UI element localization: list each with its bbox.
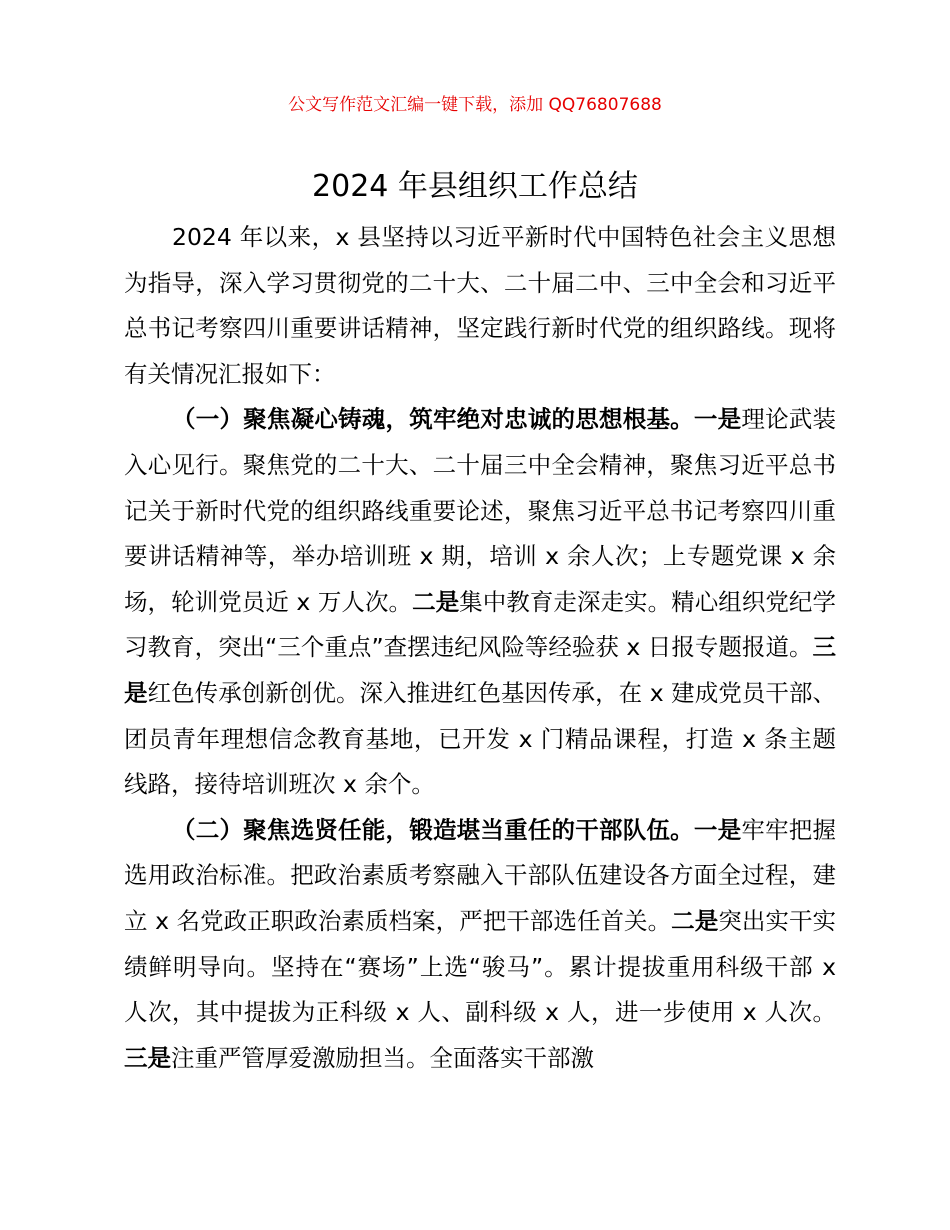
document-body — [124, 215, 836, 1081]
download-note: 公文写作范文汇编一键下载，添加 QQ76807688 — [288, 95, 662, 115]
section-heading: （一）聚焦凝心铸魂，筑牢绝对忠诚的思想根基。 — [172, 405, 694, 434]
document-title: 2024 年县组织工作总结 — [312, 169, 638, 204]
point-label: 二是 — [671, 906, 719, 935]
point-text: 突出实干实绩鲜明导向。坚持在“赛场”上选“骏马”。累计提拔重用科级干部 x 人次，其中提拔为正科级 x 人、副科级 x 人，进一步使用 x 人次。 — [124, 906, 836, 1027]
section-heading: （二）聚焦选贤任能，锻造堪当重任的干部队伍。 — [172, 815, 694, 844]
point-label: 三是 — [124, 1043, 171, 1072]
point-text: 集中教育走深走实。精心组织党纪学习教育，突出“三个重点”查摆违纪风险等经验获 x 日报专题报道。 — [124, 587, 836, 662]
intro-paragraph: 2024 年以来，x 县坚持以习近平新时代中国特色社会主义思想为指导，深入学习贯彻党的二十大、二十届二中、三中全会和习近平总书记考察四川重要讲话精神，坚定践行新时代党的组织路线。现将有关情况汇报如下： — [124, 223, 836, 388]
point-label: 三是 — [124, 633, 836, 707]
point-label: 一是 — [693, 815, 742, 844]
point-text: 红色传承创新创优。深入推进红色基因传承，在 x 建成党员干部、团员青年理想信念教育基地，已开发 x 门精品课程，打造 x 条主题线路，接待培训班次 x 余个。 — [124, 678, 836, 799]
point-label: 二是 — [412, 587, 460, 616]
section-paragraph-1 — [124, 397, 836, 807]
point-text: 牢牢把握选用政治标准。把政治素质考察融入干部队伍建设各方面全过程，建立 x 名党政正职政治素质档案，严把干部选任首关。 — [124, 815, 837, 935]
point-text: 注重严管厚爱激励担当。全面落实干部激 — [171, 1043, 594, 1072]
point-text: 理论武装入心见行。聚焦党的二十大、二十届三中全会精神，聚焦习近平总书记关于新时代党的组织路线重要论述，聚焦习近平总书记考察四川重要讲话精神等，举办培训班 x 期，培训 x 余人次；上专题党课 x 余场，轮训党员近 x 万人次。 — [124, 405, 837, 616]
section-paragraph-2 — [124, 808, 836, 1082]
point-label: 一是 — [693, 405, 742, 434]
